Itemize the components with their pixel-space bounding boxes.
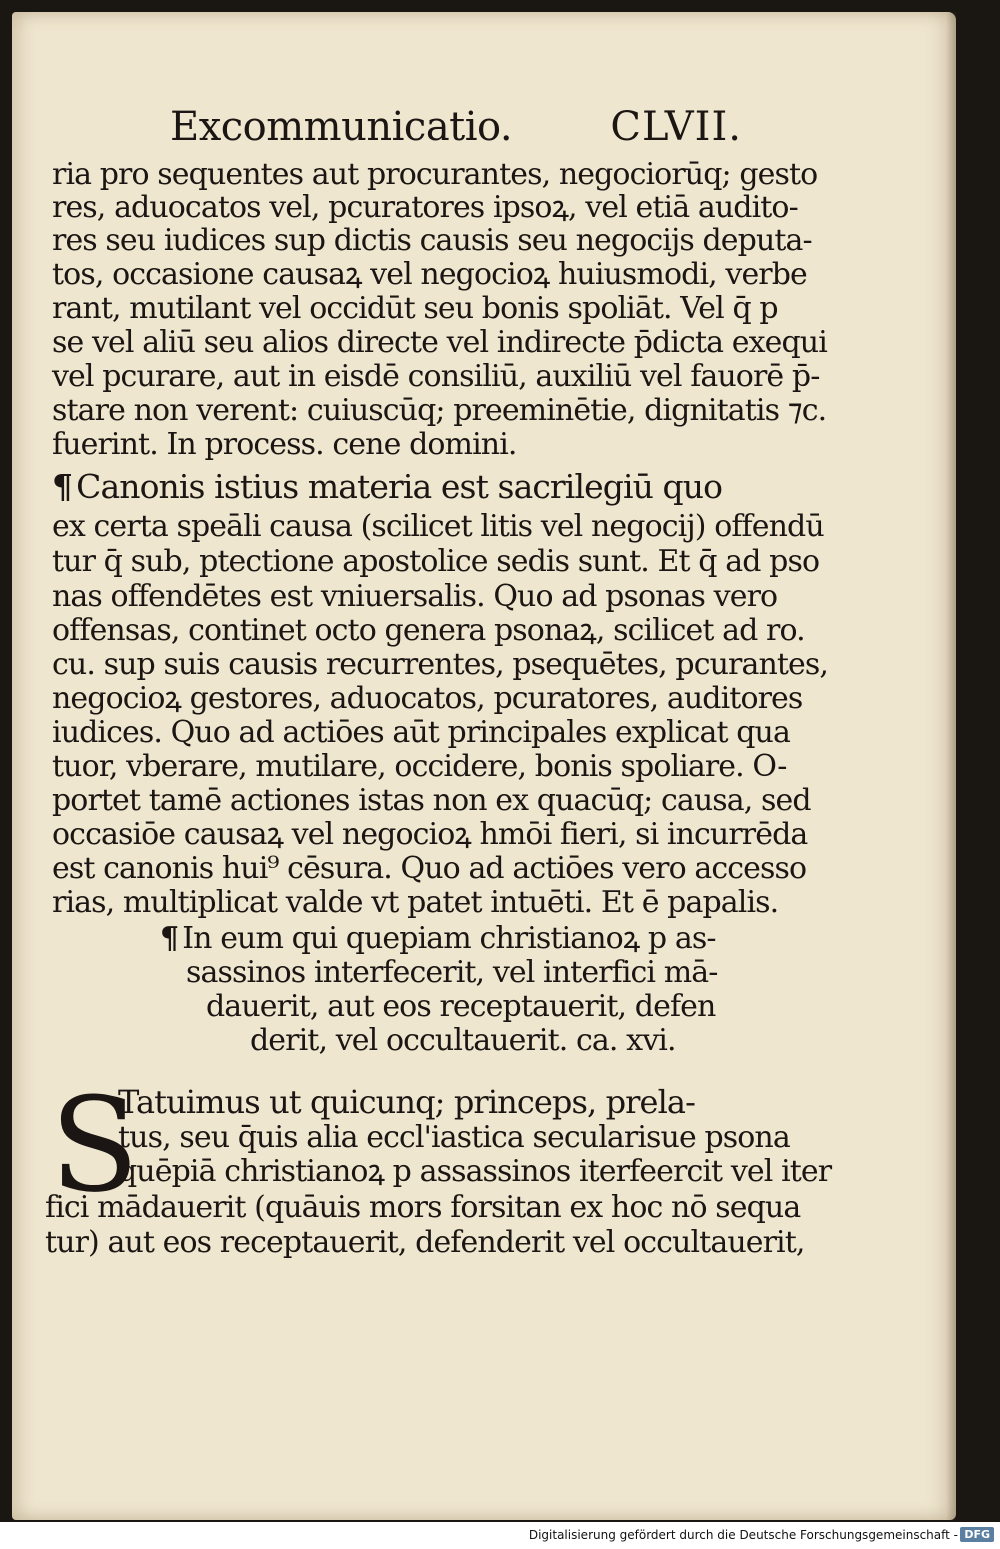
commentary-line: ¶ Canonis istius materia est sacrilegiū quo bbox=[52, 467, 723, 506]
running-title: Excommunicatio. bbox=[170, 104, 513, 150]
body-line: ria pro sequentes aut procurantes, negociorūq; gesto bbox=[52, 157, 818, 192]
body-line: se vel aliū seu alios directe vel indirecte p̄dicta exequi bbox=[52, 325, 827, 360]
rubric-line: ¶ In eum qui quepiam christianoꝝ p as- bbox=[160, 921, 716, 956]
commentary-line: occasiōe causaꝝ vel negocioꝝ hmōi fieri, si incurrēda bbox=[52, 817, 808, 852]
running-header bbox=[162, 100, 742, 150]
commentary-line: est canonis hui⁹ cēsura. Quo ad actiōes vero accesso bbox=[52, 851, 807, 886]
folio-number: CLVII. bbox=[610, 104, 742, 150]
body-line: rant, mutilant vel occidūt seu bonis spoliāt. Vel q̄ p bbox=[52, 291, 778, 326]
decree-line: tus, seu q̄uis alia eccl'iastica secularisue psona bbox=[118, 1120, 790, 1155]
dfg-logo: DFG bbox=[960, 1527, 994, 1542]
paragraph-mark-icon: ¶ bbox=[52, 467, 73, 506]
funding-credit: Digitalisierung gefördert durch die Deutsche Forschungsgemeinschaft - bbox=[528, 1528, 958, 1542]
drop-capital: S bbox=[50, 1069, 140, 1221]
footer-bar bbox=[0, 1522, 1000, 1549]
decree-line: fici mādauerit (quāuis mors forsitan ex hoc nō sequa bbox=[45, 1190, 801, 1225]
paragraph-mark-icon: ¶ bbox=[160, 921, 179, 956]
body-line: vel pcurare, aut in eisdē consiliū, auxiliū vel fauorē p̄- bbox=[52, 359, 820, 394]
body-line: tos, occasione causaꝝ vel negocioꝝ huiusmodi, verbe bbox=[52, 257, 807, 292]
body-line: fuerint. In process. cene domini. bbox=[52, 427, 517, 462]
commentary-line: offensas, continet octo genera psonaꝝ, scilicet ad ro. bbox=[52, 613, 805, 648]
body-line: res seu iudices sup dictis causis seu negocijs deputa- bbox=[52, 223, 812, 258]
decree-line: quēpiā christianoꝝ p assassinos iterfeercit vel iter bbox=[118, 1154, 832, 1189]
decree-line: Tatuimus ut quicunq; princeps, prela- bbox=[118, 1083, 696, 1121]
commentary-line: rias, multiplicat valde vt patet intuēti. Et ē papalis. bbox=[52, 885, 779, 920]
body-line: stare non verent: cuiuscūq; preeminētie, dignitatis ⁊c. bbox=[52, 393, 827, 428]
commentary-line: ex certa speāli causa (scilicet litis vel negocij) offendū bbox=[52, 509, 824, 544]
decree-line: tur) aut eos receptauerit, defenderit vel occultauerit, bbox=[45, 1225, 805, 1260]
body-line: res, aduocatos vel, pcuratores ipsoꝝ, vel etiā audito- bbox=[52, 190, 798, 225]
commentary-line: negocioꝝ gestores, aduocatos, pcuratores, auditores bbox=[52, 681, 803, 716]
commentary-line: portet tamē actiones istas non ex quacūq; causa, sed bbox=[52, 783, 811, 818]
rubric-line: dauerit, aut eos receptauerit, defen bbox=[206, 989, 716, 1024]
commentary-line: nas offendētes est vniuersalis. Quo ad psonas vero bbox=[52, 579, 778, 614]
rubric-line: sassinos interfecerit, vel interfici mā- bbox=[186, 955, 718, 990]
commentary-line: cu. sup suis causis recurrentes, psequētes, pcurantes, bbox=[52, 647, 829, 682]
commentary-line: tuor, vberare, mutilare, occidere, bonis spoliare. O- bbox=[52, 749, 787, 784]
commentary-line: iudices. Quo ad actiōes aūt principales explicat qua bbox=[52, 715, 790, 750]
rubric-line: derit, vel occultauerit. ca. xvi. bbox=[250, 1023, 676, 1058]
commentary-line: tur q̄ sub, ptectione apostolice sedis sunt. Et q̄ ad pso bbox=[52, 544, 820, 579]
